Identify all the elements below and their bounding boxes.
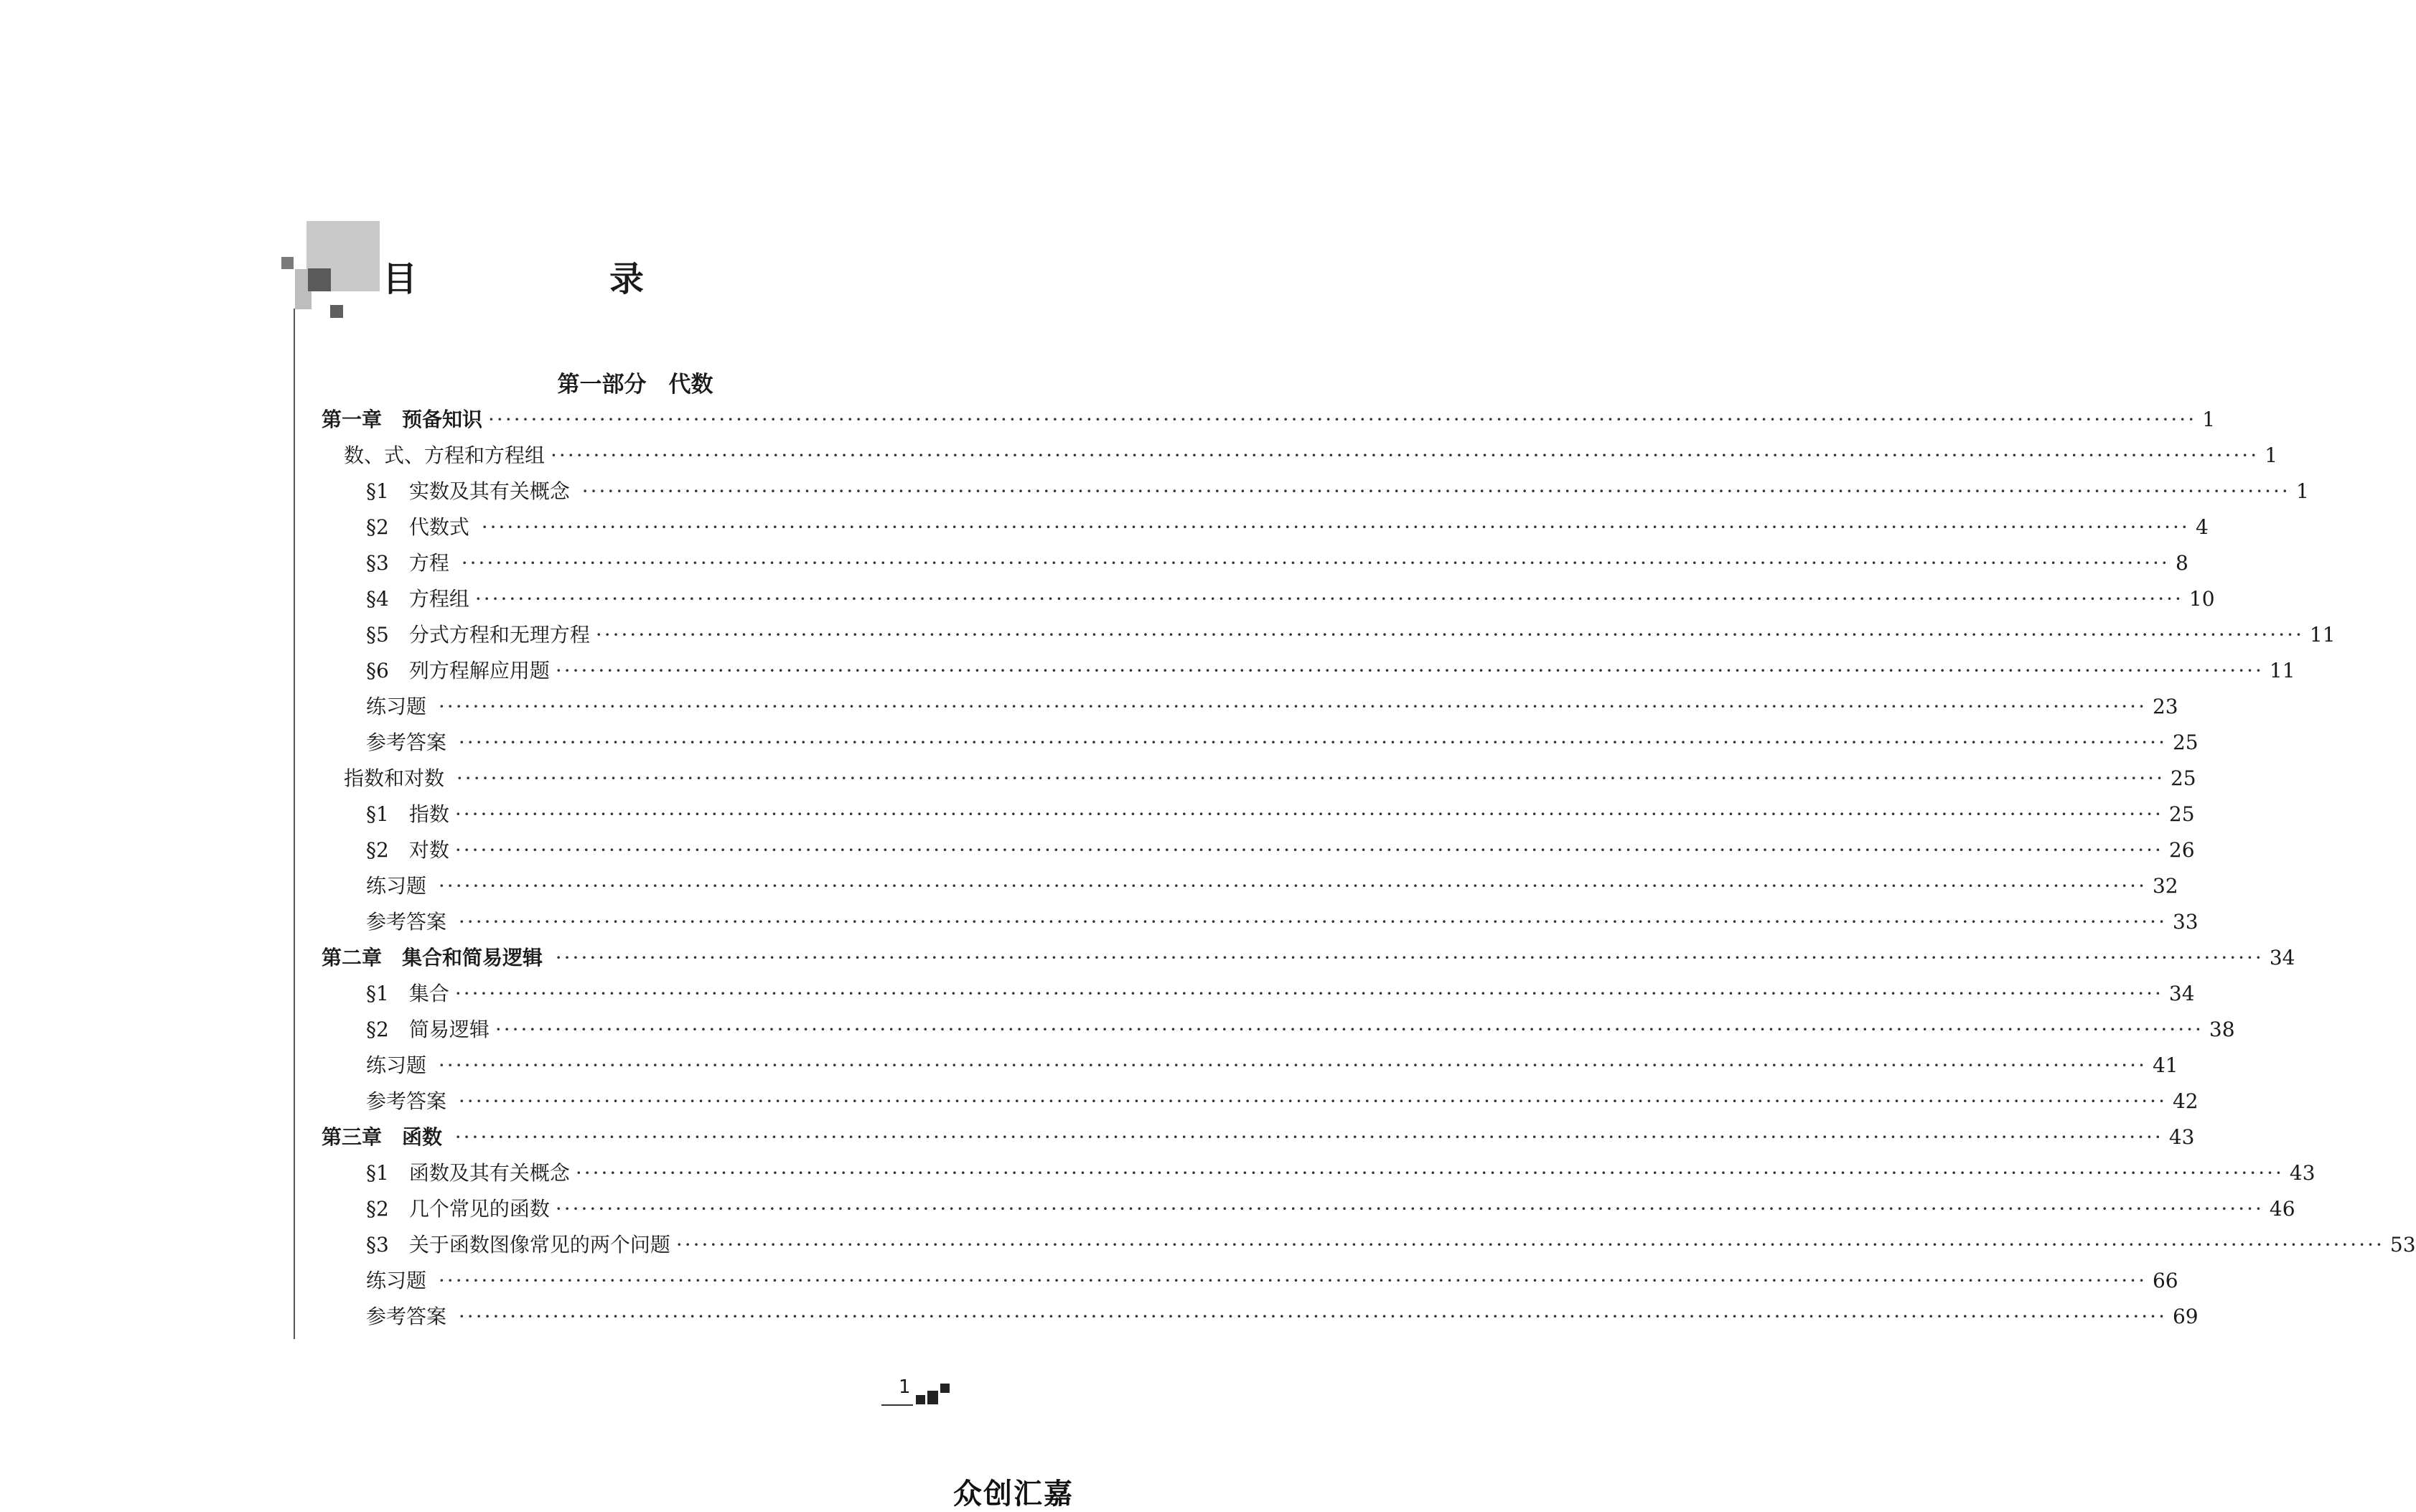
toc-leader-dots: ········································································································································································································	[454, 982, 2163, 1005]
toc-entry-label: §5 分式方程和无理方程	[366, 623, 590, 647]
toc-page-number: 11	[2309, 623, 2336, 647]
toc-leader-dots: ········································································································································································································	[438, 1269, 2147, 1292]
toc-page-number: 1	[2265, 443, 2278, 467]
toc-leader-dots: ········································································································································································································	[575, 1161, 2284, 1185]
folio-square	[940, 1384, 950, 1393]
toc-entry[interactable]	[366, 585, 2215, 614]
toc-leader-dots: ········································································································································································································	[458, 1089, 2167, 1113]
toc-entry-label: 参考答案	[366, 731, 453, 754]
toc-leader-dots: ········································································································································································································	[438, 695, 2147, 718]
toc-entry-label: 练习题	[366, 695, 433, 718]
toc-leader-dots: ········································································································································································································	[481, 515, 2190, 539]
toc-entry[interactable]	[366, 1302, 2199, 1331]
toc-page-number: 23	[2152, 695, 2178, 718]
toc-entry[interactable]	[366, 1159, 2316, 1188]
toc-page-number: 41	[2152, 1053, 2178, 1077]
toc-leader-dots: ········································································································································································································	[438, 874, 2147, 898]
toc-page-number: 1	[2202, 408, 2216, 431]
toc-leader-dots: ········································································································································································································	[458, 1305, 2167, 1328]
toc-page-number: 43	[2168, 1125, 2195, 1149]
toc-entry-label: §3 关于函数图像常见的两个问题	[366, 1233, 670, 1257]
toc-entry[interactable]	[366, 980, 2195, 1008]
toc-entry[interactable]	[366, 1051, 2178, 1080]
toc-chapter-entry[interactable]	[322, 405, 2216, 434]
toc-leader-dots: ········································································································································································································	[461, 551, 2170, 575]
decor-square-bottom	[330, 305, 343, 318]
toc-leader-dots: ········································································································································································································	[551, 443, 2260, 467]
toc-page-number: 11	[2269, 659, 2295, 682]
toc-entry-label: §3 方程	[366, 551, 456, 575]
toc-entry[interactable]	[366, 728, 2199, 757]
toc-entry-label: 第二章 集合和简易逻辑	[322, 946, 550, 969]
page-number: 1	[899, 1376, 911, 1398]
toc-entry-label: §2 对数	[366, 838, 449, 862]
toc-entry-label: 练习题	[366, 1053, 433, 1077]
toc-entry[interactable]	[366, 800, 2195, 829]
toc-page-number: 66	[2152, 1269, 2178, 1292]
toc-page-number: 34	[2269, 946, 2295, 969]
toc-page-number: 1	[2295, 479, 2309, 503]
toc-leader-dots: ········································································································································································································	[438, 1053, 2147, 1077]
toc-entry[interactable]	[366, 836, 2195, 865]
toc-page-number: 69	[2172, 1305, 2199, 1328]
toc-entry-label: §4 方程组	[366, 587, 469, 611]
toc-entry-label: 参考答案	[366, 1305, 453, 1328]
toc-entry-label: §6 列方程解应用题	[366, 659, 550, 682]
toc-entry-label: 第一章 预备知识	[322, 408, 483, 431]
toc-entry[interactable]	[366, 513, 2209, 542]
folio-square	[927, 1391, 938, 1404]
toc-entry-label: §2 简易逻辑	[366, 1018, 490, 1041]
toc-page-number: 25	[2172, 731, 2199, 754]
toc-entry[interactable]	[366, 621, 2336, 649]
toc-entry-label: 指数和对数	[344, 766, 451, 790]
toc-leader-dots: ········································································································································································································	[555, 1197, 2264, 1221]
folio-square	[916, 1395, 925, 1404]
toc-leader-dots: ········································································································································································································	[456, 766, 2165, 790]
toc-entry[interactable]	[366, 908, 2199, 936]
decor-square-dark	[308, 268, 331, 291]
toc-leader-dots: ········································································································································································································	[458, 910, 2167, 934]
toc-entry-label: §1 实数及其有关概念	[366, 479, 576, 503]
toc-page-number: 34	[2168, 982, 2195, 1005]
toc-leader-dots: ········································································································································································································	[454, 1125, 2163, 1149]
toc-entry-label: 练习题	[366, 874, 433, 898]
toc-leader-dots: ········································································································································································································	[454, 802, 2163, 826]
toc-leader-dots: ········································································································································································································	[581, 479, 2290, 503]
toc-page-number: 10	[2188, 587, 2215, 611]
toc-page-number: 8	[2175, 551, 2188, 575]
toc-leader-dots: ········································································································································································································	[595, 623, 2304, 647]
toc-leader-dots: ········································································································································································································	[555, 946, 2264, 969]
toc-page-number: 4	[2195, 515, 2209, 539]
toc-entry-label: §1 指数	[366, 802, 449, 826]
toc-leader-dots: ········································································································································································································	[474, 587, 2183, 611]
toc-entry[interactable]	[366, 1015, 2235, 1044]
toc-entry[interactable]	[366, 1231, 2416, 1259]
toc-chapter-entry[interactable]	[322, 1123, 2195, 1152]
toc-leader-dots: ········································································································································································································	[675, 1233, 2384, 1257]
page-title: 目 录	[383, 259, 724, 299]
toc-leader-dots: ········································································································································································································	[488, 408, 2197, 431]
watermark-logo: 众创汇嘉	[953, 1478, 1074, 1511]
toc-page-number: 43	[2289, 1161, 2316, 1185]
toc-page-number: 42	[2172, 1089, 2199, 1113]
toc-entry-label: 参考答案	[366, 910, 453, 934]
toc-page-number: 25	[2168, 802, 2195, 826]
toc-entry[interactable]	[344, 441, 2278, 470]
toc-page-number: 46	[2269, 1197, 2295, 1221]
part-title: 第一部分 代数	[557, 372, 713, 398]
toc-page-number: 38	[2209, 1018, 2235, 1041]
toc-page-number: 53	[2389, 1233, 2416, 1257]
toc-entry-label: §1 函数及其有关概念	[366, 1161, 570, 1185]
toc-entry-label: 数、式、方程和方程组	[344, 443, 546, 467]
toc-entry[interactable]	[366, 477, 2309, 506]
toc-entry[interactable]	[366, 1087, 2199, 1116]
toc-page-number: 33	[2172, 910, 2199, 934]
toc-leader-dots: ········································································································································································································	[454, 838, 2163, 862]
decor-square-small	[281, 257, 294, 269]
toc-page-number: 26	[2168, 838, 2195, 862]
toc-entry-label: 参考答案	[366, 1089, 453, 1113]
toc-entry-label: 第三章 函数	[322, 1125, 449, 1149]
page-number-rule	[881, 1404, 913, 1406]
toc-entry[interactable]	[366, 1267, 2178, 1295]
toc-chapter-entry[interactable]	[322, 944, 2295, 972]
toc-entry[interactable]	[366, 692, 2178, 721]
toc-leader-dots: ········································································································································································································	[555, 659, 2264, 682]
toc-entry-label: §2 代数式	[366, 515, 476, 539]
toc-leader-dots: ········································································································································································································	[458, 731, 2167, 754]
margin-rule	[294, 309, 295, 1339]
toc-entry[interactable]	[366, 872, 2178, 901]
toc-entry[interactable]	[344, 764, 2196, 793]
toc-page-number: 32	[2152, 874, 2178, 898]
toc-leader-dots: ········································································································································································································	[495, 1018, 2204, 1041]
toc-entry[interactable]	[366, 549, 2188, 578]
toc-page-number: 25	[2170, 766, 2196, 790]
toc-entry-label: 练习题	[366, 1269, 433, 1292]
toc-entry[interactable]	[366, 657, 2295, 685]
toc-entry[interactable]	[366, 1195, 2295, 1224]
toc-entry-label: §1 集合	[366, 982, 449, 1005]
toc-entry-label: §2 几个常见的函数	[366, 1197, 550, 1221]
